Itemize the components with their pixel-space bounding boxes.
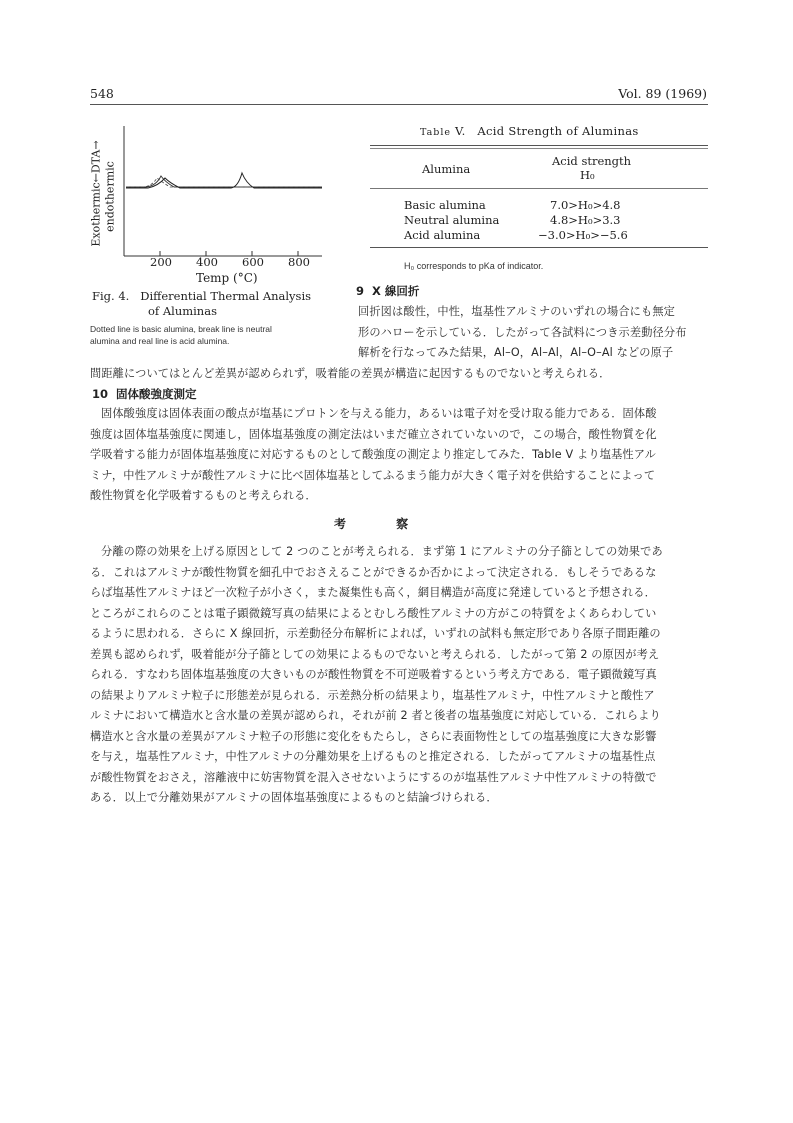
figure-note: Dotted line is basic alumina, break line is neutral: [90, 324, 272, 334]
text-line: 酸性物質を化学吸着するものと考えられる．: [90, 489, 317, 502]
x-axis-label: Temp (°C): [196, 271, 258, 285]
table-col-h0: H₀: [580, 168, 595, 182]
header-rule: [90, 104, 708, 105]
section-10-heading: 10 固体酸強度測定: [92, 387, 197, 401]
text-line: の結果よりアルミナ粒子に形態差が見られる．示差熱分析の結果より，塩基性アルミナ，中性アルミナと酸性ア: [90, 688, 655, 702]
volume-label: Vol. 89 (1969): [618, 86, 707, 101]
text-line: 固体酸強度は固体表面の酸点が塩基にプロトンを与える能力，あるいは電子対を受け取る能力である．固体酸: [101, 407, 657, 420]
page-number: 548: [90, 86, 114, 101]
text-line: 解析を行なってみた結果，Al–O，Al–Al，Al–O–Al などの原子: [358, 346, 674, 359]
table-top-rule-2: [370, 148, 708, 149]
x-tick-label: 200: [150, 255, 172, 269]
table-top-rule: [370, 145, 708, 146]
section-9-heading: 9 X 線回折: [356, 284, 420, 298]
table-title-prefix: Table: [420, 127, 452, 138]
text-line: 間距離についてはとんど差異が認められず，吸着能の差異が構造に起因するものでないと考えられる．: [90, 367, 611, 380]
text-line: を与え，塩基性アルミナ，中性アルミナの分離効果を上げるものと推定される．したがってアルミナの塩基性点: [90, 750, 656, 763]
x-tick-label: 400: [196, 255, 218, 269]
text-line: 構造水と含水量の差異がアルミナ粒子の形態に変化をもたらし，さらに表面物性としての塩基強度に大きな影響: [90, 729, 657, 743]
text-line: 学吸着する能力が固体塩基強度に対応するものとして酸強度の測定より推定してみた．Table V より塩基性アル: [90, 448, 656, 461]
text-line: 形のハローを示している．したがって各試料につき示差動径分布: [358, 325, 687, 339]
table-bottom-rule: [370, 247, 708, 248]
text-line: られる．すなわち固体塩基強度の大きいものが酸性物質を不可逆吸着するという考え方である．電子顕微鏡写真: [90, 668, 657, 681]
text-line: 差異も認められず，吸着能が分子篩としての効果によるものでないと考えられる．したがって第 2 の原因が考え: [90, 647, 660, 661]
text-line: る．これはアルミナが酸性物質を細孔中でおさえることができるか否かによって決定される．もしそうであるな: [90, 565, 657, 579]
discussion-body: [90, 542, 710, 809]
text-line: 回折図は酸性，中性，塩基性アルミナのいずれの場合にも無定: [358, 305, 676, 318]
y-label-bottom: endothermic: [103, 161, 117, 232]
dta-figure: [86, 120, 336, 290]
text-line: ところがこれらのことは電子顕微鏡写真の結果によるとむしろ酸性アルミナの方がこの特質をよくあらわしてい: [90, 606, 657, 620]
section-10-body: [90, 404, 710, 507]
text-line: ある．以上で分離効果がアルミナの固体塩基強度によるものと結論づけられる．: [90, 791, 498, 804]
table-row-name: Neutral alumina: [404, 213, 500, 227]
x-tick-label: 600: [242, 255, 264, 269]
table-row-value: 7.0>H₀>4.8: [550, 198, 621, 212]
table-header-rule: [370, 188, 708, 189]
y-axis-label-2: [100, 132, 120, 262]
discussion-heading: 考 察: [334, 517, 409, 531]
y-label-top: Exothermic←DTA→: [89, 140, 103, 247]
text-line: ルミナにおいて構造水と含水量の差異が認められ，それが前 2 者と後者の塩基強度に対応している．これらより: [90, 709, 661, 722]
table-title-rest: V. Acid Strength of Aluminas: [451, 124, 639, 138]
text-line: ミナ，中性アルミナが酸性アルミナに比べ固体塩基としてふるまう能力が大きく電子対を供給することによって: [90, 468, 656, 482]
table-row-value: −3.0>H₀>−5.6: [538, 228, 628, 242]
figure-caption: Fig. 4. Differential Thermal Analysis: [92, 289, 312, 303]
text-line: るように思われる．さらに X 線回折，示差動径分布解析によれば，いずれの試料も無定形であり各原子間距離の: [90, 627, 661, 640]
table-col-alumina: Alumina: [422, 162, 471, 176]
table-row-value: 4.8>H₀>3.3: [550, 213, 621, 227]
text-line: が酸性物質をおさえ，溶離液中に妨害物質を混入させないようにするのが塩基性アルミナ中性アルミナの特徴で: [90, 770, 657, 784]
table-row-name: Basic alumina: [404, 198, 486, 212]
text-line: らば塩基性アルミナほど一次粒子が小さく，また凝集性も高く，網目構造が高度に発達していると予想される．: [90, 586, 656, 599]
figure-note-2: alumina and real line is acid alumina.: [90, 336, 230, 346]
figure-caption-2: of Aluminas: [148, 304, 217, 318]
x-tick-label: 800: [288, 255, 310, 269]
table-footnote: H₀ corresponds to pKa of indicator.: [404, 261, 544, 271]
text-line: 強度は固体塩基強度に関連し，固体塩基強度の測定法はいまだ確立されていないので，この場合，酸性物質を化: [90, 427, 657, 441]
table-row-name: Acid alumina: [404, 228, 481, 242]
table-title: [420, 124, 639, 138]
section-9-body: [358, 302, 708, 364]
text-line: 分離の際の効果を上げる原因として 2 つのことが考えられる．まず第 1 にアルミナの分子篩としての効果であ: [101, 545, 663, 558]
table-col-acid-strength: Acid strength: [552, 154, 632, 168]
